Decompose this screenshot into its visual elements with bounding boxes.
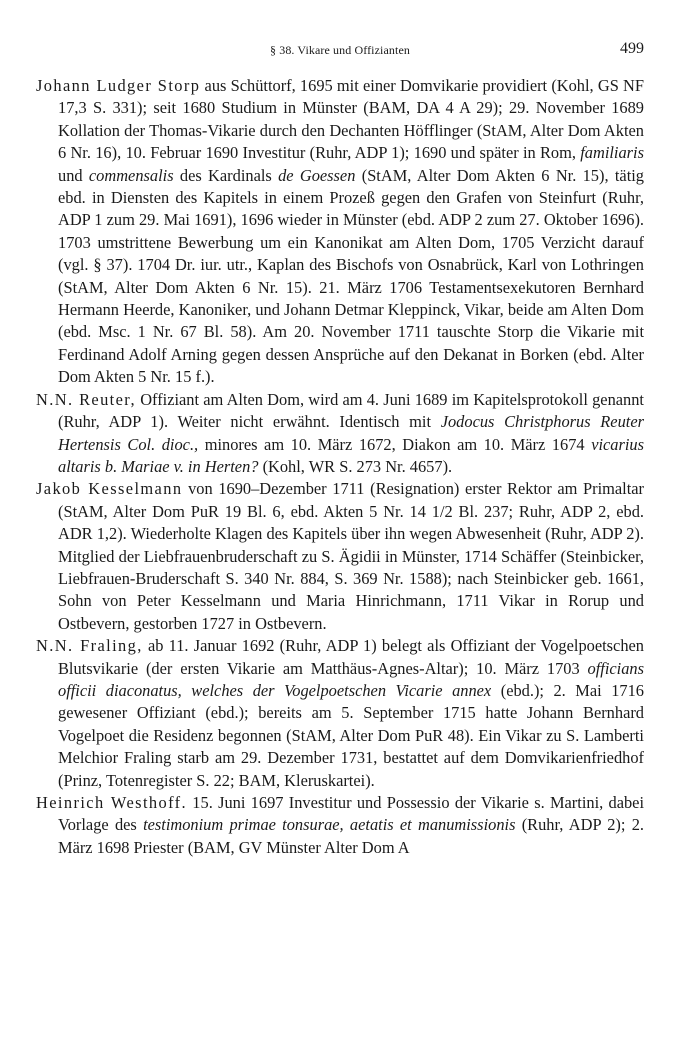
entry-text: 15. Juni 1697 Investitur und Possessio der Vikarie s. Martini, dabei Vorlage des [58,793,644,835]
entry-text: (StAM, Alter Dom Akten 6 Nr. 15), tätig ebd. in Diensten des Kapitels in einem Prozeß gegen den Grafen von Steinfurt (Ruhr, ADP 1 zum 29. Mai 1691), 1696 wieder in Münster (ebd. ADP 2 zum 27. Oktober 1696). 1703 umstrittene Bewerbung um ein Kanonikat am Alten Dom, 1705 Verzicht darauf (vgl. § 37). 1704 Dr. iur. utr., Kaplan des Bischofs von Osnabrück, Karl von Lothringen (StAM, Alter Dom Akten 6 Nr. 15). 21. März 1706 Testamentsexekutoren Bernhard Hermann Heerde, Kanoniker, und Johann Detmar Kleppinck, Vikar, beide am Alten Dom (ebd. Msc. 1 Nr. 67 Bl. 58). Am 20. November 1711 tauschte Storp die Vikarie mit Ferdinand Adolf Arning gegen dessen Ansprüche auf den Dekanat in Borken (ebd. Alter Dom Akten 5 Nr. 15 f.). [58,165,644,387]
italic-text: vicarius altaris b. Mariae v. in Herten? [58,434,644,476]
entry-paragraph [36,389,644,479]
entry-text: (ebd.); 2. Mai 1716 gewesener Offiziant (ebd.); bereits am 5. September 1715 hatte Johann Bernhard Vogelpoet die Residenz begonnen (StAM, Alter Dom PuR 48). Ein Vikar zu S. Lamberti Melchior Fraling starb am 29. Dezember 1731, bestattet auf dem Domvikarienfriedhof (Prinz, Totenregister S. 22; BAM, Kleruskartei). [58,680,644,790]
page-number: 499 [620,40,644,57]
italic-text: de Goessen [278,165,356,185]
italic-text: familiaris [580,143,644,163]
entry-name: Jakob Kesselmann [36,479,183,499]
entry-text: des Kardinals [173,165,279,185]
entry-name: N.N. Reuter, [36,389,136,409]
entry-name: N.N. Fraling, [36,636,143,656]
document-body [36,75,644,859]
italic-text: commensalis [88,165,174,185]
italic-text: officians officii diaconatus, welches der Vogelpoetschen Vicarie annex [58,658,644,700]
page-header [36,40,644,60]
entry-text: (Ruhr, ADP 2); 2. März 1698 Priester (BAM, GV Münster Alter Dom A [58,815,644,857]
entry-name: Heinrich Westhoff. [36,793,188,812]
entry-paragraph [36,75,644,389]
entry-text: ab 11. Januar 1692 (Ruhr, ADP 1) belegt als Offiziant der Vogelpoetschen Blutsvikarie (der ersten Vikarie am Matthäus-Agnes-Altar); 10. März 1703 [58,636,644,678]
entry-paragraph [36,478,644,635]
entry-paragraph [36,635,644,792]
italic-text: Jodocus Christphorus Reuter Hertensis Col. dioc., [58,412,644,454]
entry-text: und [58,165,89,185]
entry-text: Offiziant am Alten Dom, wird am 4. Juni 1689 im Kapitelsprotokoll genannt (Ruhr, ADP 1). Weiter nicht erwähnt. Identisch mit [58,389,644,432]
entry-text: minores am 10. März 1672, Diakon am 10. März 1674 [198,434,592,454]
entry-text: von 1690–Dezember 1711 (Resignation) erster Rektor am Primaltar (StAM, Alter Dom PuR 19 Bl. 6, ebd. Akten 5 Nr. 14 1/2 Bl. 237; Ruhr, ADP 2, ebd. ADR 1,2). Wiederholte Klagen des Kapitels über ihn wegen Abwesenheit (Ruhr, ADP 2). Mitglied der Liebfrauenbruderschaft zu S. Ägidii in Münster, 1714 Schäffer (Steinbicker, Liebfrauen-Bruderschaft S. 340 Nr. 884, S. 369 Nr. 1588); nach Steinbicker geb. 1661, Sohn von Peter Kesselmann und Maria Hinrichmann, 1711 Vikar in Rorup und Ostbevern, gestorben 1727 in Ostbevern. [58,479,644,633]
entry-text: aus Schüttorf, 1695 mit einer Domvikarie providiert (Kohl, GS NF 17,3 S. 331); seit 1680 Studium in Münster (BAM, DA 4 A 29); 29. November 1689 Kollation der Thomas-Vikarie durch den Dechanten Höfflinger (StAM, Alter Dom Akten 6 Nr. 16), 10. Februar 1690 Investitur (Ruhr, ADP 1); 1690 und später in Rom, [58,76,644,163]
italic-text: testimonium primae tonsurae, aetatis et manumissionis [143,815,516,835]
entry-paragraph [36,792,644,859]
running-head: § 38. Vikare und Offizianten [270,43,410,57]
entry-text: (Kohl, WR S. 273 Nr. 4657). [258,456,453,476]
entry-name: Johann Ludger Storp [36,76,201,95]
